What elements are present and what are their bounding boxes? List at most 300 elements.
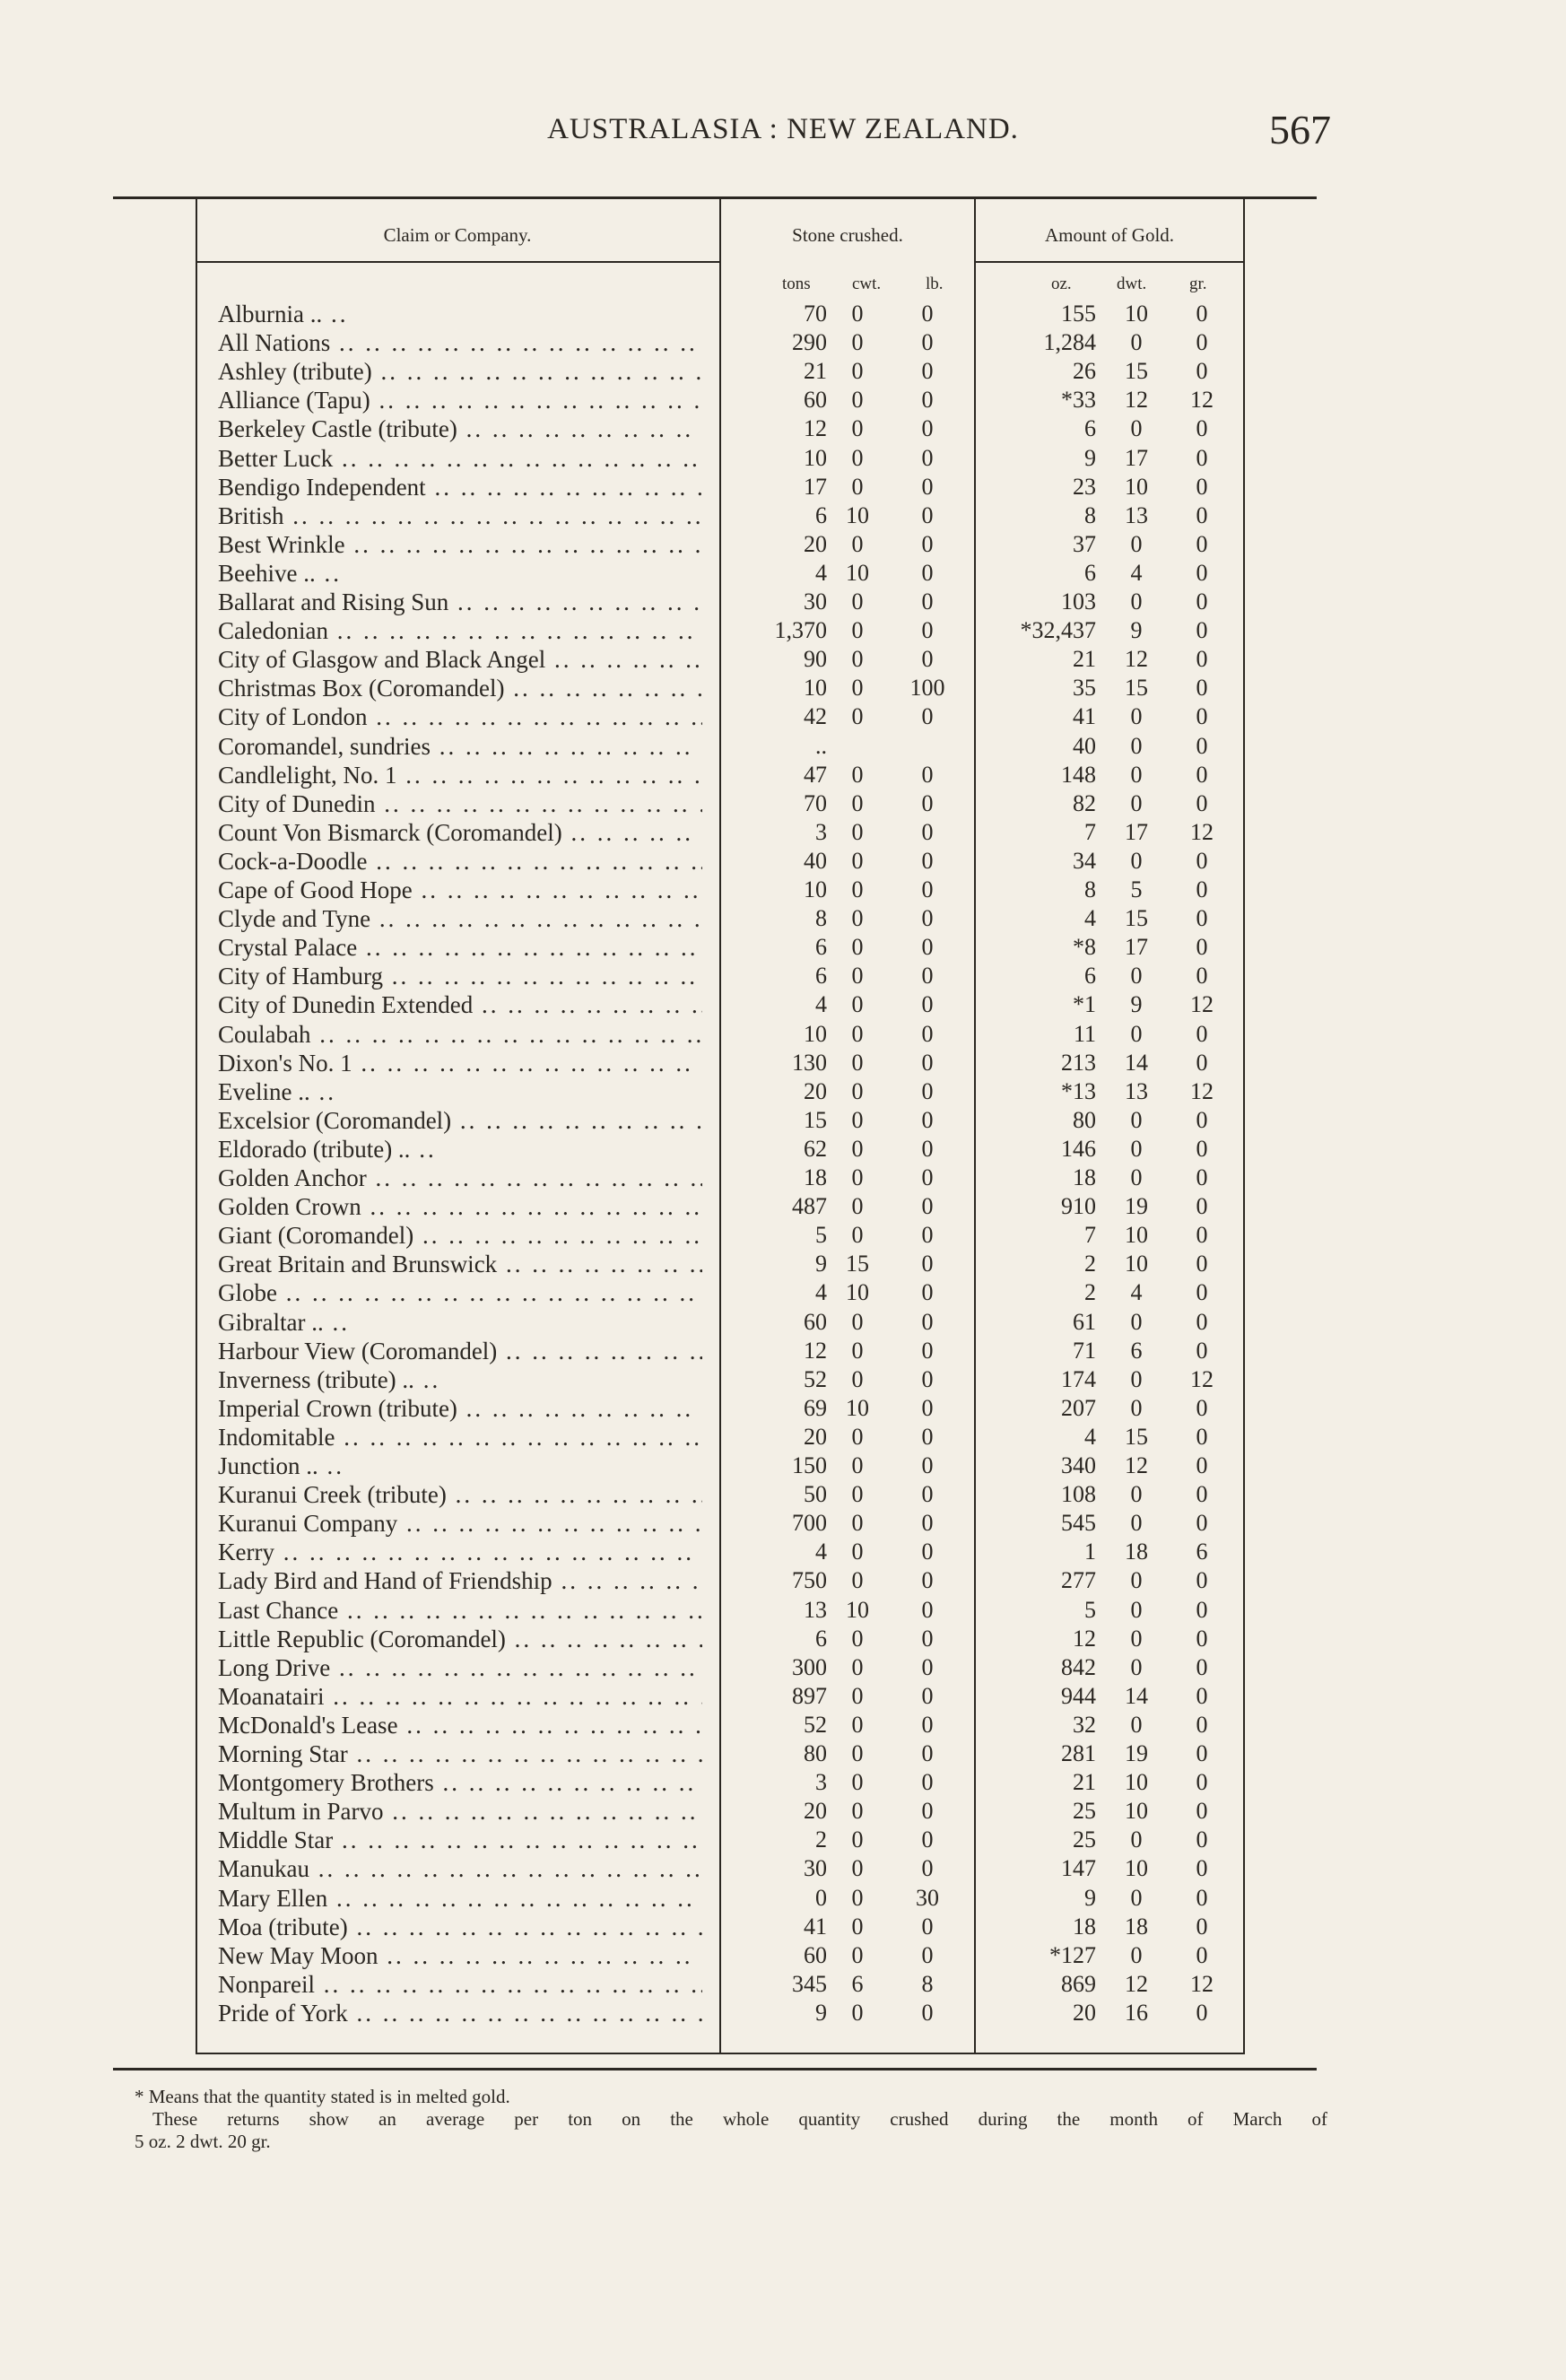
cell-gr: 0 — [1196, 675, 1208, 702]
cell-tons: 4 — [815, 991, 827, 1018]
table-row — [0, 1308, 1566, 1337]
claim-name: Kuranui Creek (tribute) .. .. — [218, 1480, 702, 1509]
table-row — [0, 1135, 1566, 1164]
cell-oz: 18 — [1073, 1913, 1096, 1940]
table-row — [0, 1653, 1566, 1682]
cell-gr: 0 — [1196, 1682, 1208, 1709]
cell-tons: 30 — [804, 588, 827, 615]
cell-lb: 0 — [921, 1308, 934, 1335]
claim-name: British .. .. — [218, 501, 702, 530]
table-row — [0, 1797, 1566, 1826]
unit-lb: lb. — [926, 275, 944, 293]
cell-oz: 82 — [1073, 789, 1096, 816]
cell-dwt: 12 — [1125, 646, 1148, 673]
cell-tons: 0 — [815, 1884, 827, 1911]
table-row — [0, 702, 1566, 731]
table-row — [0, 1884, 1566, 1913]
cell-dwt: 0 — [1130, 329, 1143, 356]
cell-gr: 0 — [1196, 1452, 1208, 1478]
cell-tons: 10 — [804, 876, 827, 902]
table-row — [0, 674, 1566, 702]
claim-name: Montgomery Brothers .. .. — [218, 1768, 702, 1797]
cell-tons: 18 — [804, 1164, 827, 1190]
table-row — [0, 1077, 1566, 1106]
cell-lb: 0 — [921, 1337, 934, 1364]
cell-gr: 0 — [1196, 473, 1208, 500]
table-row — [0, 328, 1566, 357]
table-row — [0, 1278, 1566, 1307]
claim-name: City of Glasgow and Black Angel .. .. — [218, 645, 702, 674]
table-row — [0, 1106, 1566, 1135]
claim-name: McDonald's Lease .. .. — [218, 1711, 702, 1739]
cell-oz: 545 — [1061, 1510, 1096, 1537]
cell-gr: 0 — [1196, 1308, 1208, 1335]
table-row — [0, 1711, 1566, 1739]
cell-lb: 0 — [921, 1423, 934, 1450]
cell-tons: 290 — [792, 329, 827, 356]
cell-tons: 6 — [815, 501, 827, 528]
cell-oz: 4 — [1084, 1423, 1096, 1450]
cell-lb: 0 — [921, 1049, 934, 1076]
cell-tons: 10 — [804, 1020, 827, 1047]
cell-tons: 17 — [804, 473, 827, 500]
cell-gr: 0 — [1196, 1394, 1208, 1421]
table-row — [0, 1509, 1566, 1538]
table-row — [0, 1941, 1566, 1970]
cell-dwt: 0 — [1130, 1884, 1143, 1911]
cell-tons: 3 — [815, 818, 827, 845]
cell-gr: 0 — [1196, 329, 1208, 356]
claim-name: Excelsior (Coromandel) .. .. — [218, 1106, 702, 1135]
table-row — [0, 616, 1566, 645]
claim-name: Long Drive .. .. — [218, 1653, 702, 1682]
claim-name: Inverness (tribute) .. .. — [218, 1365, 702, 1394]
cell-tons: 70 — [804, 301, 827, 327]
cell-tons: 6 — [815, 1625, 827, 1652]
table-bottom-rule — [113, 2068, 1317, 2071]
cell-dwt: 0 — [1130, 703, 1143, 730]
claim-name: Golden Anchor .. .. — [218, 1164, 702, 1192]
cell-cwt: 0 — [851, 1941, 864, 1968]
claim-name: Berkeley Castle (tribute) .. .. — [218, 414, 702, 443]
claim-name: Best Wrinkle .. .. — [218, 530, 702, 559]
cell-tons: 12 — [804, 415, 827, 442]
claim-name: Cock-a-Doodle .. .. — [218, 847, 702, 876]
table-row — [0, 1250, 1566, 1278]
cell-tons: 487 — [792, 1193, 827, 1220]
cell-oz: 6 — [1084, 415, 1096, 442]
cell-cwt: 0 — [851, 761, 864, 788]
cell-dwt: 0 — [1130, 963, 1143, 989]
cell-cwt: 0 — [851, 1682, 864, 1709]
cell-cwt: 0 — [851, 1135, 864, 1162]
cell-gr: 0 — [1196, 1222, 1208, 1249]
cell-oz: 148 — [1061, 761, 1096, 788]
cell-lb: 0 — [921, 1798, 934, 1825]
cell-cwt: 0 — [851, 675, 864, 702]
cell-gr: 0 — [1196, 703, 1208, 730]
table-row — [0, 1049, 1566, 1077]
table-row — [0, 1192, 1566, 1221]
cell-cwt: 0 — [851, 1826, 864, 1853]
cell-lb: 0 — [921, 444, 934, 471]
cell-tons: 12 — [804, 1337, 827, 1364]
cell-gr: 0 — [1196, 1567, 1208, 1594]
cell-lb: 0 — [921, 1567, 934, 1594]
cell-gr: 0 — [1196, 761, 1208, 788]
cell-tons: 4 — [815, 1279, 827, 1306]
claim-name: Bendigo Independent .. .. — [218, 473, 702, 501]
cell-oz: 12 — [1073, 1625, 1096, 1652]
cell-lb: 0 — [921, 1394, 934, 1421]
cell-lb: 0 — [921, 329, 934, 356]
cell-dwt: 0 — [1130, 1941, 1143, 1968]
claim-name: Great Britain and Brunswick .. .. — [218, 1250, 702, 1278]
cell-dwt: 0 — [1130, 588, 1143, 615]
cell-tons: 10 — [804, 675, 827, 702]
table-row — [0, 501, 1566, 530]
cell-tons: 60 — [804, 1941, 827, 1968]
cell-lb: 0 — [921, 617, 934, 644]
cell-dwt: 17 — [1125, 444, 1148, 471]
cell-oz: *8 — [1073, 934, 1096, 961]
cell-dwt: 15 — [1125, 675, 1148, 702]
table-row — [0, 789, 1566, 818]
table-top-rule — [113, 196, 1317, 199]
cell-cwt: 0 — [851, 1337, 864, 1364]
claim-name: City of Dunedin .. .. — [218, 789, 702, 818]
cell-cwt: 0 — [851, 1539, 864, 1565]
cell-dwt: 16 — [1125, 1999, 1148, 2026]
cell-oz: 1,284 — [1043, 329, 1096, 356]
cell-lb: 0 — [921, 1941, 934, 1968]
column-header-gold: Amount of Gold. — [1044, 224, 1175, 246]
cell-oz: 71 — [1073, 1337, 1096, 1364]
cell-dwt: 0 — [1130, 732, 1143, 759]
cell-oz: 842 — [1061, 1653, 1096, 1680]
cell-gr: 0 — [1196, 559, 1208, 586]
cell-dwt: 0 — [1130, 1510, 1143, 1537]
cell-oz: 146 — [1061, 1135, 1096, 1162]
cell-lb: 0 — [921, 1135, 934, 1162]
cell-tons: 20 — [804, 1077, 827, 1104]
cell-lb: 0 — [921, 1653, 934, 1680]
cell-cwt: 0 — [851, 1711, 864, 1738]
cell-dwt: 0 — [1130, 1625, 1143, 1652]
cell-tons: 3 — [815, 1769, 827, 1796]
cell-tons: 300 — [792, 1653, 827, 1680]
table-row — [0, 414, 1566, 443]
cell-cwt: 0 — [851, 301, 864, 327]
cell-dwt: 19 — [1125, 1193, 1148, 1220]
cell-dwt: 10 — [1125, 473, 1148, 500]
cell-gr: 0 — [1196, 1481, 1208, 1508]
cell-cwt: 0 — [851, 1308, 864, 1335]
cell-dwt: 15 — [1125, 1423, 1148, 1450]
cell-cwt: 0 — [851, 1798, 864, 1825]
cell-gr: 0 — [1196, 1510, 1208, 1537]
claim-name: Kuranui Company .. .. — [218, 1509, 702, 1538]
cell-gr: 0 — [1196, 732, 1208, 759]
table-row — [0, 761, 1566, 789]
cell-oz: 1 — [1084, 1539, 1096, 1565]
cell-tons: 9 — [815, 1251, 827, 1277]
cell-oz: 26 — [1073, 358, 1096, 385]
cell-cwt: 0 — [851, 1365, 864, 1392]
cell-gr: 0 — [1196, 1423, 1208, 1450]
claim-name: Golden Crown .. .. — [218, 1192, 702, 1221]
cell-gr: 0 — [1196, 1251, 1208, 1277]
cell-cwt: 10 — [846, 559, 869, 586]
cell-dwt: 0 — [1130, 847, 1143, 874]
cell-tons: 60 — [804, 387, 827, 414]
cell-lb: 0 — [921, 588, 934, 615]
cell-oz: 6 — [1084, 963, 1096, 989]
cell-tons: 62 — [804, 1135, 827, 1162]
cell-cwt: 0 — [851, 530, 864, 557]
cell-oz: 20 — [1073, 1999, 1096, 2026]
claim-name: Count Von Bismarck (Coromandel) .. .. — [218, 818, 702, 847]
cell-gr: 0 — [1196, 1135, 1208, 1162]
cell-cwt: 0 — [851, 1769, 864, 1796]
cell-lb: 8 — [921, 1970, 934, 1997]
cell-gr: 0 — [1196, 358, 1208, 385]
cell-gr: 0 — [1196, 1653, 1208, 1680]
table-row — [0, 530, 1566, 559]
table-row — [0, 1682, 1566, 1711]
cell-dwt: 18 — [1125, 1913, 1148, 1940]
table-row — [0, 1854, 1566, 1883]
table-row — [0, 1999, 1566, 2027]
claim-name: Ashley (tribute) .. .. — [218, 357, 702, 386]
cell-gr: 6 — [1196, 1539, 1208, 1565]
claim-name: City of Dunedin Extended .. .. — [218, 990, 702, 1019]
cell-tons: 150 — [792, 1452, 827, 1478]
cell-tons: 41 — [804, 1913, 827, 1940]
cell-cwt: 0 — [851, 1077, 864, 1104]
cell-cwt: 0 — [851, 1481, 864, 1508]
cell-gr: 12 — [1190, 1970, 1214, 1997]
cell-dwt: 15 — [1125, 905, 1148, 932]
cell-tons: 47 — [804, 761, 827, 788]
claim-name: Dixon's No. 1 .. .. — [218, 1049, 702, 1077]
cell-dwt: 13 — [1125, 501, 1148, 528]
cell-lb: 0 — [921, 818, 934, 845]
cell-lb: 0 — [921, 1106, 934, 1133]
cell-gr: 0 — [1196, 588, 1208, 615]
claim-name: Christmas Box (Coromandel) .. .. — [218, 674, 702, 702]
cell-gr: 12 — [1190, 1365, 1214, 1392]
claim-name: Manukau .. .. — [218, 1854, 702, 1883]
cell-oz: *32,437 — [1020, 617, 1096, 644]
table-row — [0, 962, 1566, 990]
table-row — [0, 300, 1566, 328]
cell-cwt: 0 — [851, 588, 864, 615]
claim-name: Caledonian .. .. — [218, 616, 702, 645]
cell-oz: *13 — [1061, 1077, 1096, 1104]
cell-gr: 12 — [1190, 1077, 1214, 1104]
cell-lb: 0 — [921, 1251, 934, 1277]
cell-cwt: 0 — [851, 1653, 864, 1680]
cell-tons: 750 — [792, 1567, 827, 1594]
cell-dwt: 14 — [1125, 1682, 1148, 1709]
cell-cwt: 0 — [851, 1049, 864, 1076]
cell-tons: 90 — [804, 646, 827, 673]
cell-tons: 10 — [804, 444, 827, 471]
cell-lb: 0 — [921, 934, 934, 961]
cell-lb: 0 — [921, 1711, 934, 1738]
cell-dwt: 10 — [1125, 1251, 1148, 1277]
cell-cwt: 0 — [851, 1913, 864, 1940]
cell-gr: 0 — [1196, 1279, 1208, 1306]
cell-lb: 0 — [921, 559, 934, 586]
cell-cwt: 0 — [851, 1164, 864, 1190]
cell-oz: *127 — [1049, 1941, 1096, 1968]
cell-cwt: 0 — [851, 415, 864, 442]
cell-gr: 0 — [1196, 1164, 1208, 1190]
cell-lb: 0 — [921, 358, 934, 385]
footnote-asterisk: * Means that the quantity stated is in melted gold. — [135, 2086, 510, 2107]
cell-cwt: 10 — [846, 1394, 869, 1421]
cell-oz: 7 — [1084, 818, 1096, 845]
cell-cwt: 0 — [851, 1625, 864, 1652]
cell-cwt: 0 — [851, 646, 864, 673]
table-row — [0, 1337, 1566, 1365]
cell-lb: 0 — [921, 646, 934, 673]
cell-gr: 0 — [1196, 1049, 1208, 1076]
claim-name: Kerry .. .. — [218, 1538, 702, 1566]
table-row — [0, 386, 1566, 414]
cell-gr: 0 — [1196, 1798, 1208, 1825]
table-row — [0, 1452, 1566, 1480]
cell-cwt: 0 — [851, 991, 864, 1018]
cell-tons: 700 — [792, 1510, 827, 1537]
cell-dwt: 0 — [1130, 1567, 1143, 1594]
cell-tons: 80 — [804, 1740, 827, 1766]
cell-cwt: 10 — [846, 501, 869, 528]
cell-oz: 9 — [1084, 1884, 1096, 1911]
cell-gr: 0 — [1196, 1625, 1208, 1652]
cell-oz: 21 — [1073, 646, 1096, 673]
cell-gr: 0 — [1196, 1913, 1208, 1940]
cell-cwt: 0 — [851, 617, 864, 644]
claim-name: Middle Star .. .. — [218, 1826, 702, 1854]
table-row — [0, 1020, 1566, 1049]
cell-lb: 0 — [921, 1365, 934, 1392]
cell-cwt: 0 — [851, 818, 864, 845]
claim-name: Alliance (Tapu) .. .. — [218, 386, 702, 414]
cell-oz: 35 — [1073, 675, 1096, 702]
cell-lb: 0 — [921, 530, 934, 557]
cell-oz: 108 — [1061, 1481, 1096, 1508]
cell-lb: 0 — [921, 1740, 934, 1766]
cell-oz: 207 — [1061, 1394, 1096, 1421]
cell-cwt: 0 — [851, 789, 864, 816]
table-row — [0, 1913, 1566, 1941]
cell-gr: 0 — [1196, 1106, 1208, 1133]
cell-dwt: 0 — [1130, 1711, 1143, 1738]
cell-cwt: 10 — [846, 1279, 869, 1306]
page-number: 567 — [1269, 107, 1331, 153]
cell-tons: 4 — [815, 1539, 827, 1565]
cell-lb: 0 — [921, 301, 934, 327]
cell-dwt: 0 — [1130, 1653, 1143, 1680]
running-title: AUSTRALASIA : NEW ZEALAND. — [547, 113, 1019, 145]
table-row — [0, 444, 1566, 473]
cell-dwt: 15 — [1125, 358, 1148, 385]
cell-lb: 0 — [921, 1193, 934, 1220]
claim-name: Last Chance .. .. — [218, 1596, 702, 1625]
cell-tons: 52 — [804, 1711, 827, 1738]
cell-gr: 0 — [1196, 876, 1208, 902]
cell-oz: 25 — [1073, 1826, 1096, 1853]
cell-oz: 340 — [1061, 1452, 1096, 1478]
cell-dwt: 17 — [1125, 934, 1148, 961]
cell-dwt: 9 — [1130, 991, 1143, 1018]
claim-name: Better Luck .. .. — [218, 444, 702, 473]
cell-oz: 37 — [1073, 530, 1096, 557]
claim-name: Candlelight, No. 1 .. .. — [218, 761, 702, 789]
unit-cwt: cwt. — [852, 275, 882, 293]
cell-dwt: 12 — [1125, 387, 1148, 414]
cell-cwt: 0 — [851, 1855, 864, 1882]
cell-cwt: 0 — [851, 1510, 864, 1537]
claim-name: Eldorado (tribute) .. .. — [218, 1135, 702, 1164]
cell-lb: 0 — [921, 991, 934, 1018]
claim-name: Moa (tribute) .. .. — [218, 1913, 702, 1941]
cell-oz: 6 — [1084, 559, 1096, 586]
footnote-average-value: 5 oz. 2 dwt. 20 gr. — [135, 2131, 271, 2152]
cell-oz: 23 — [1073, 473, 1096, 500]
cell-lb: 0 — [921, 1077, 934, 1104]
cell-cwt: 0 — [851, 1020, 864, 1047]
cell-lb: 0 — [921, 1020, 934, 1047]
cell-tons: 70 — [804, 789, 827, 816]
cell-oz: 155 — [1061, 301, 1096, 327]
table-row — [0, 357, 1566, 386]
cell-dwt: 0 — [1130, 1365, 1143, 1392]
table-row — [0, 1596, 1566, 1625]
claim-name: Alburnia .. .. — [218, 300, 702, 328]
cell-cwt: 6 — [851, 1970, 864, 1997]
column-header-stone: Stone crushed. — [792, 224, 903, 246]
cell-lb: 0 — [921, 1164, 934, 1190]
table-row — [0, 588, 1566, 616]
cell-dwt: 12 — [1125, 1970, 1148, 1997]
cell-dwt: 6 — [1130, 1337, 1143, 1364]
cell-tons: 15 — [804, 1106, 827, 1133]
cell-oz: 213 — [1061, 1049, 1096, 1076]
table-row — [0, 1164, 1566, 1192]
cell-oz: 869 — [1061, 1970, 1096, 1997]
cell-oz: 8 — [1084, 501, 1096, 528]
cell-dwt: 19 — [1125, 1740, 1148, 1766]
cell-dwt: 0 — [1130, 1308, 1143, 1335]
cell-cwt: 0 — [851, 1567, 864, 1594]
cell-dwt: 12 — [1125, 1452, 1148, 1478]
cell-gr: 12 — [1190, 818, 1214, 845]
cell-tons: 6 — [815, 934, 827, 961]
cell-tons: .. — [815, 732, 827, 759]
cell-lb: 0 — [921, 1769, 934, 1796]
cell-oz: 11 — [1073, 1020, 1096, 1047]
cell-oz: 21 — [1073, 1769, 1096, 1796]
cell-dwt: 0 — [1130, 1135, 1143, 1162]
cell-gr: 0 — [1196, 501, 1208, 528]
cell-cwt: 0 — [851, 905, 864, 932]
cell-tons: 6 — [815, 963, 827, 989]
cell-tons: 130 — [792, 1049, 827, 1076]
